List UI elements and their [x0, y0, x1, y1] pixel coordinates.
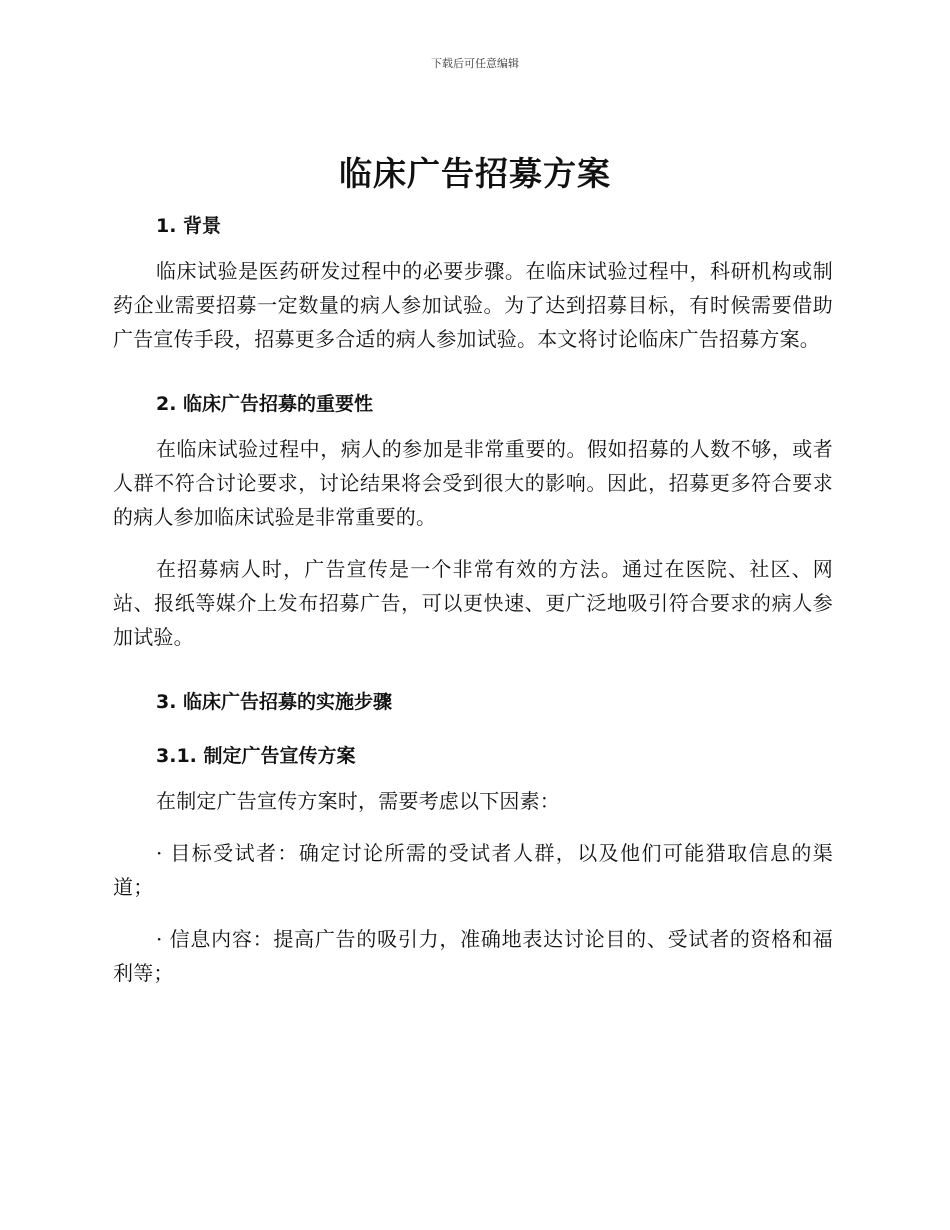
paragraph-background: 临床试验是医药研发过程中的必要步骤。在临床试验过程中，科研机构或制药企业需要招募一定数量的病人参加试验。为了达到招募目标，有时候需要借助广告宣传手段，招募更多合适的病人参加试验。本文将讨论临床广告招募方案。 — [113, 259, 833, 351]
document-title: 临床广告招募方案 — [339, 154, 611, 193]
document-body — [113, 200, 833, 990]
section-heading-background: 1. 背景 — [156, 215, 222, 237]
paragraph-importance-1: 在临床试验过程中，病人的参加是非常重要的。假如招募的人数不够，或者人群不符合讨论要求，讨论结果将会受到很大的影响。因此，招募更多符合要求的病人参加临床试验是非常重要的。 — [113, 437, 833, 529]
bullet-target-subjects: · 目标受试者：确定讨论所需的受试者人群，以及他们可能猎取信息的渠道； — [113, 841, 833, 899]
section-heading-importance: 2. 临床广告招募的重要性 — [156, 393, 374, 415]
paragraph-plan-intro: 在制定广告宣传方案时，需要考虑以下因素： — [156, 789, 560, 813]
bullet-info-content: · 信息内容：提高广告的吸引力，准确地表达讨论目的、受试者的资格和福利等； — [113, 927, 833, 985]
subsection-heading-plan: 3.1. 制定广告宣传方案 — [156, 745, 356, 767]
paragraph-importance-2: 在招募病人时，广告宣传是一个非常有效的方法。通过在医院、社区、网站、报纸等媒介上发布招募广告，可以更快速、更广泛地吸引符合要求的病人参加试验。 — [113, 557, 833, 649]
header-note: 下载后可任意编辑 — [431, 57, 519, 70]
section-heading-steps: 3. 临床广告招募的实施步骤 — [156, 691, 393, 713]
